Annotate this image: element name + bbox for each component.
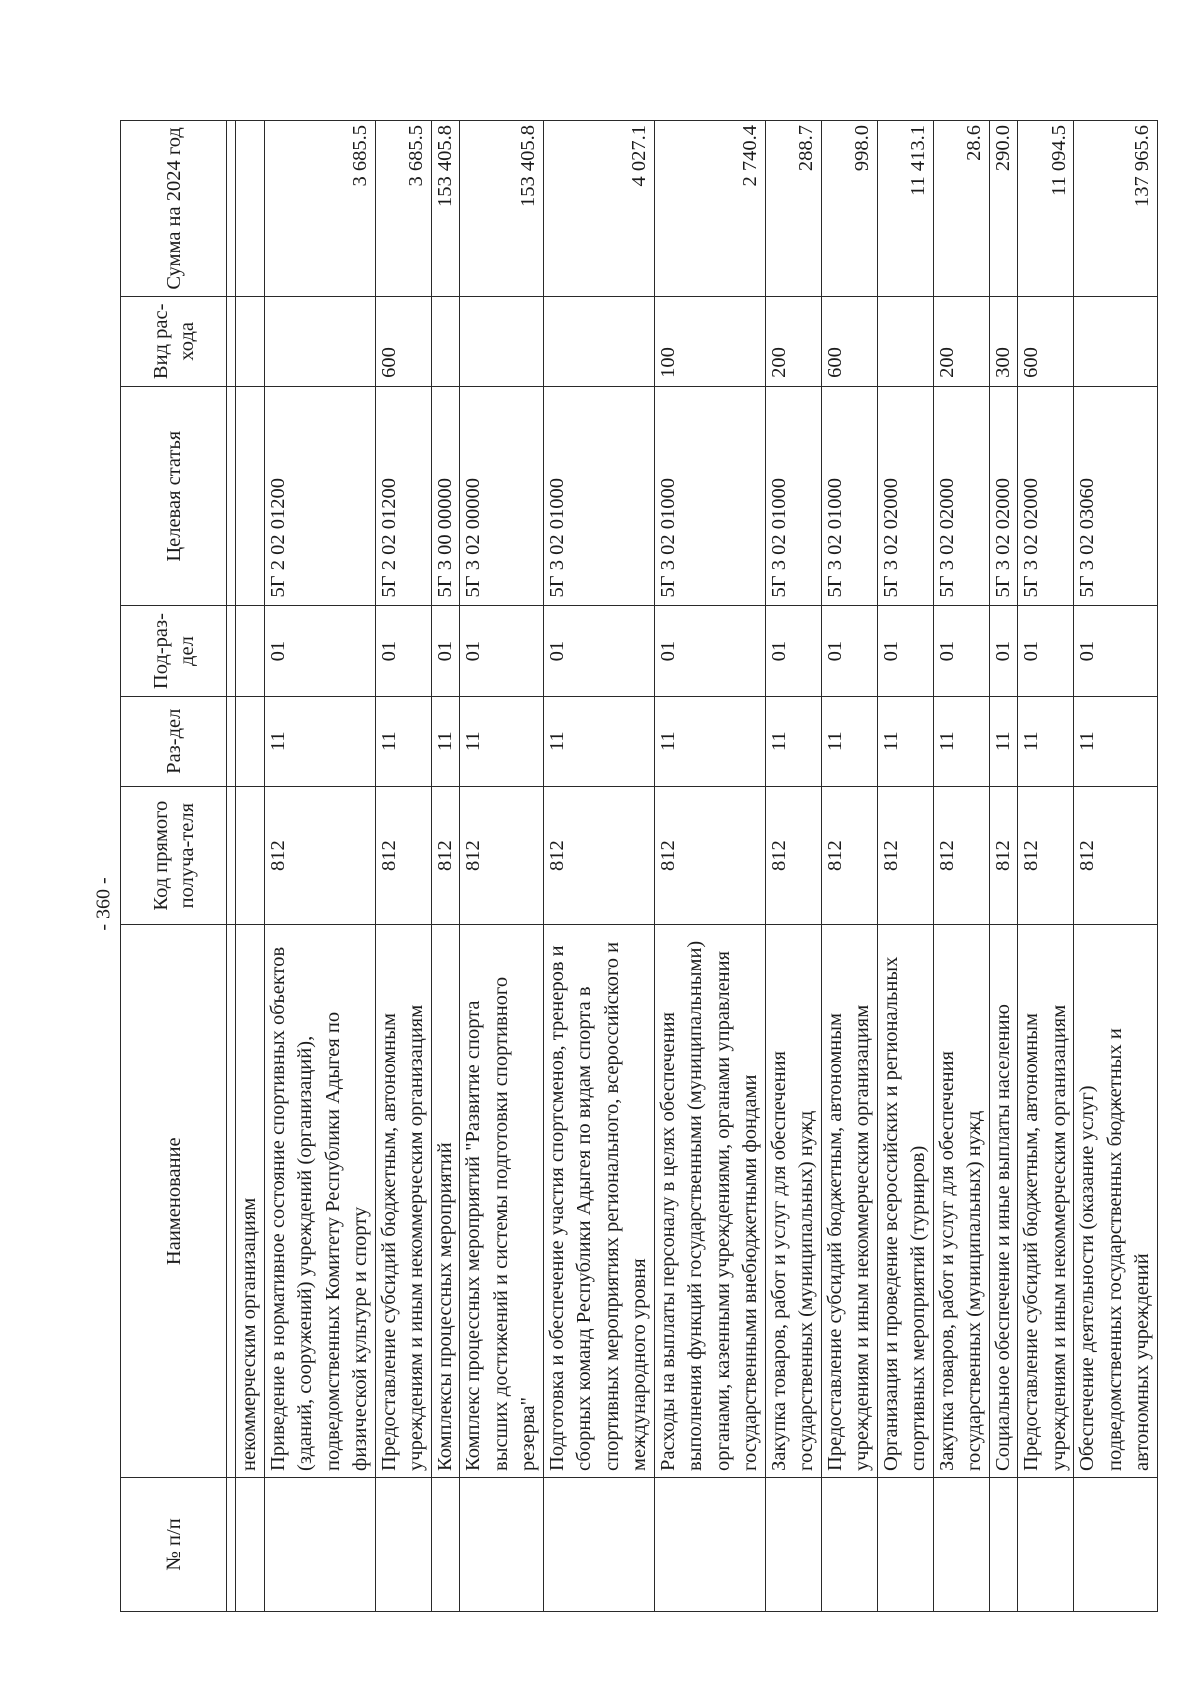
row-name: Комплекс процессных мероприятий "Развитие спорта высших достижений и системы подготовки спортивного резерва" <box>460 925 544 1477</box>
header-row <box>121 121 227 1612</box>
row-name: Расходы на выплаты персоналу в целях обеспечения выполнения функций государственными (муниципальными) органами, казенными учреждениями, органами управления государственными внебюджетными фондами <box>654 925 765 1477</box>
row-section: 11 <box>1074 696 1158 786</box>
row-expense-type <box>460 296 544 386</box>
row-recipient <box>236 786 265 925</box>
row-sum: 290.0 <box>989 121 1018 297</box>
row-sum: 28.6 <box>933 121 989 297</box>
row-recipient: 812 <box>933 786 989 925</box>
row-recipient: 812 <box>654 786 765 925</box>
table-row <box>821 121 877 1612</box>
row-num <box>877 1477 933 1611</box>
row-recipient: 812 <box>460 786 544 925</box>
table-row <box>264 121 375 1612</box>
row-section: 11 <box>264 696 375 786</box>
row-subsection: 01 <box>1074 606 1158 696</box>
row-expense-type <box>1074 296 1158 386</box>
row-section <box>227 696 236 786</box>
table-row <box>431 121 460 1612</box>
row-sum: 2 740.4 <box>654 121 765 297</box>
row-subsection: 01 <box>654 606 765 696</box>
row-subsection: 01 <box>543 606 654 696</box>
header-num: № п/п <box>121 1477 227 1611</box>
row-num <box>431 1477 460 1611</box>
row-sum: 11 413.1 <box>877 121 933 297</box>
row-target <box>236 386 265 606</box>
row-name: Комплексы процессных мероприятий <box>431 925 460 1477</box>
row-recipient: 812 <box>1074 786 1158 925</box>
header-name: Наименование <box>121 925 227 1477</box>
table-row <box>460 121 544 1612</box>
row-target: 5Г 3 02 03060 <box>1074 386 1158 606</box>
row-expense-type: 600 <box>821 296 877 386</box>
table-row <box>236 121 265 1612</box>
row-num <box>460 1477 544 1611</box>
row-section: 11 <box>933 696 989 786</box>
table-row <box>933 121 989 1612</box>
row-num <box>236 1477 265 1611</box>
row-expense-type <box>431 296 460 386</box>
header-target: Целевая статья <box>121 386 227 606</box>
page-number <box>84 844 124 964</box>
row-expense-type: 600 <box>1018 296 1074 386</box>
table-row <box>877 121 933 1612</box>
row-target: 5Г 3 02 00000 <box>460 386 544 606</box>
row-target: 5Г 3 02 01000 <box>765 386 821 606</box>
row-recipient: 812 <box>543 786 654 925</box>
row-target <box>227 386 236 606</box>
row-expense-type: 200 <box>933 296 989 386</box>
row-target: 5Г 3 02 02000 <box>989 386 1018 606</box>
row-expense-type <box>264 296 375 386</box>
row-target: 5Г 2 02 01200 <box>264 386 375 606</box>
row-section: 11 <box>989 696 1018 786</box>
row-subsection: 01 <box>375 606 431 696</box>
row-expense-type: 300 <box>989 296 1018 386</box>
table-row <box>375 121 431 1612</box>
row-name: Социальное обеспечение и иные выплаты населению <box>989 925 1018 1477</box>
row-subsection: 01 <box>460 606 544 696</box>
row-sum: 4 027.1 <box>543 121 654 297</box>
row-recipient: 812 <box>1018 786 1074 925</box>
row-name: Закупка товаров, работ и услуг для обеспечения государственных (муниципальных) нужд <box>933 925 989 1477</box>
row-sum: 11 094.5 <box>1018 121 1074 297</box>
row-sum <box>236 121 265 297</box>
table-row <box>543 121 654 1612</box>
row-expense-type: 200 <box>765 296 821 386</box>
row-recipient: 812 <box>877 786 933 925</box>
row-target: 5Г 2 02 01200 <box>375 386 431 606</box>
row-sum: 3 685.5 <box>375 121 431 297</box>
header-recipient: Код прямого получа-теля <box>121 786 227 925</box>
row-section: 11 <box>1018 696 1074 786</box>
row-name: некоммерческим организациям <box>236 925 265 1477</box>
budget-table <box>120 120 1158 1612</box>
table-row <box>765 121 821 1612</box>
row-num <box>989 1477 1018 1611</box>
row-name: Предоставление субсидий бюджетным, автономным учреждениям и иным некоммерческим организациям <box>821 925 877 1477</box>
row-name: Предоставление субсидий бюджетным, автономным учреждениям и иным некоммерческим организациям <box>375 925 431 1477</box>
row-target: 5Г 3 02 01000 <box>543 386 654 606</box>
row-recipient: 812 <box>264 786 375 925</box>
row-recipient <box>227 786 236 925</box>
row-num <box>264 1477 375 1611</box>
table-row <box>1018 121 1074 1612</box>
row-recipient: 812 <box>375 786 431 925</box>
row-subsection: 01 <box>877 606 933 696</box>
row-name <box>227 925 236 1477</box>
rotated-table-container <box>120 120 1153 1612</box>
page-number-text: - 360 - <box>92 877 115 931</box>
table-row <box>989 121 1018 1612</box>
row-subsection: 01 <box>933 606 989 696</box>
row-subsection: 01 <box>821 606 877 696</box>
row-subsection: 01 <box>1018 606 1074 696</box>
row-expense-type <box>877 296 933 386</box>
row-name: Обеспечение деятельности (оказание услуг) подведомственных государственных бюджетных и автономных учреждений <box>1074 925 1158 1477</box>
row-section <box>236 696 265 786</box>
row-num <box>1018 1477 1074 1611</box>
row-section: 11 <box>765 696 821 786</box>
row-section: 11 <box>877 696 933 786</box>
header-subsection: Под-раз-дел <box>121 606 227 696</box>
table-body <box>227 121 1158 1612</box>
row-subsection <box>227 606 236 696</box>
row-subsection: 01 <box>264 606 375 696</box>
row-num <box>543 1477 654 1611</box>
row-recipient: 812 <box>765 786 821 925</box>
row-num <box>1074 1477 1158 1611</box>
row-num <box>765 1477 821 1611</box>
header-sum: Сумма на 2024 год <box>121 121 227 297</box>
row-expense-type: 100 <box>654 296 765 386</box>
header-expense-type: Вид рас-хода <box>121 296 227 386</box>
row-sum: 153 405.8 <box>460 121 544 297</box>
header-section: Раз-дел <box>121 696 227 786</box>
row-target: 5Г 3 02 02000 <box>1018 386 1074 606</box>
row-sum: 3 685.5 <box>264 121 375 297</box>
row-target: 5Г 3 02 02000 <box>933 386 989 606</box>
row-name: Подготовка и обеспечение участия спортсменов, тренеров и сборных команд Республики Адыгея по видам спорта в спортивных мероприятиях регионального, всероссийского и международного уровня <box>543 925 654 1477</box>
row-sum: 288.7 <box>765 121 821 297</box>
row-expense-type <box>543 296 654 386</box>
row-section: 11 <box>543 696 654 786</box>
row-sum: 998.0 <box>821 121 877 297</box>
row-num <box>821 1477 877 1611</box>
row-sum: 153 405.8 <box>431 121 460 297</box>
row-target: 5Г 3 00 00000 <box>431 386 460 606</box>
row-target: 5Г 3 02 01000 <box>821 386 877 606</box>
row-recipient: 812 <box>431 786 460 925</box>
row-name: Организация и проведение всероссийских и региональных спортивных мероприятий (турниров) <box>877 925 933 1477</box>
row-expense-type <box>227 296 236 386</box>
row-name: Предоставление субсидий бюджетным, автономным учреждениям и иным некоммерческим организациям <box>1018 925 1074 1477</box>
table-row <box>1074 121 1158 1612</box>
row-subsection: 01 <box>765 606 821 696</box>
row-sum <box>227 121 236 297</box>
row-subsection: 01 <box>431 606 460 696</box>
row-sum: 137 965.6 <box>1074 121 1158 297</box>
row-target: 5Г 3 02 02000 <box>877 386 933 606</box>
row-target: 5Г 3 02 01000 <box>654 386 765 606</box>
row-num <box>654 1477 765 1611</box>
row-section: 11 <box>375 696 431 786</box>
row-expense-type: 600 <box>375 296 431 386</box>
row-section: 11 <box>460 696 544 786</box>
row-recipient: 812 <box>821 786 877 925</box>
row-expense-type <box>236 296 265 386</box>
row-num <box>227 1477 236 1611</box>
table-row <box>227 121 236 1612</box>
row-num <box>933 1477 989 1611</box>
row-section: 11 <box>654 696 765 786</box>
row-section: 11 <box>431 696 460 786</box>
row-num <box>375 1477 431 1611</box>
row-subsection <box>236 606 265 696</box>
table-row <box>654 121 765 1612</box>
row-name: Закупка товаров, работ и услуг для обеспечения государственных (муниципальных) нужд <box>765 925 821 1477</box>
row-subsection: 01 <box>989 606 1018 696</box>
row-section: 11 <box>821 696 877 786</box>
row-recipient: 812 <box>989 786 1018 925</box>
row-name: Приведение в нормативное состояние спортивных объектов (зданий, сооружений) учреждений (организаций), подведомственных Комитету Республики Адыгея по физической культуре и спорту <box>264 925 375 1477</box>
